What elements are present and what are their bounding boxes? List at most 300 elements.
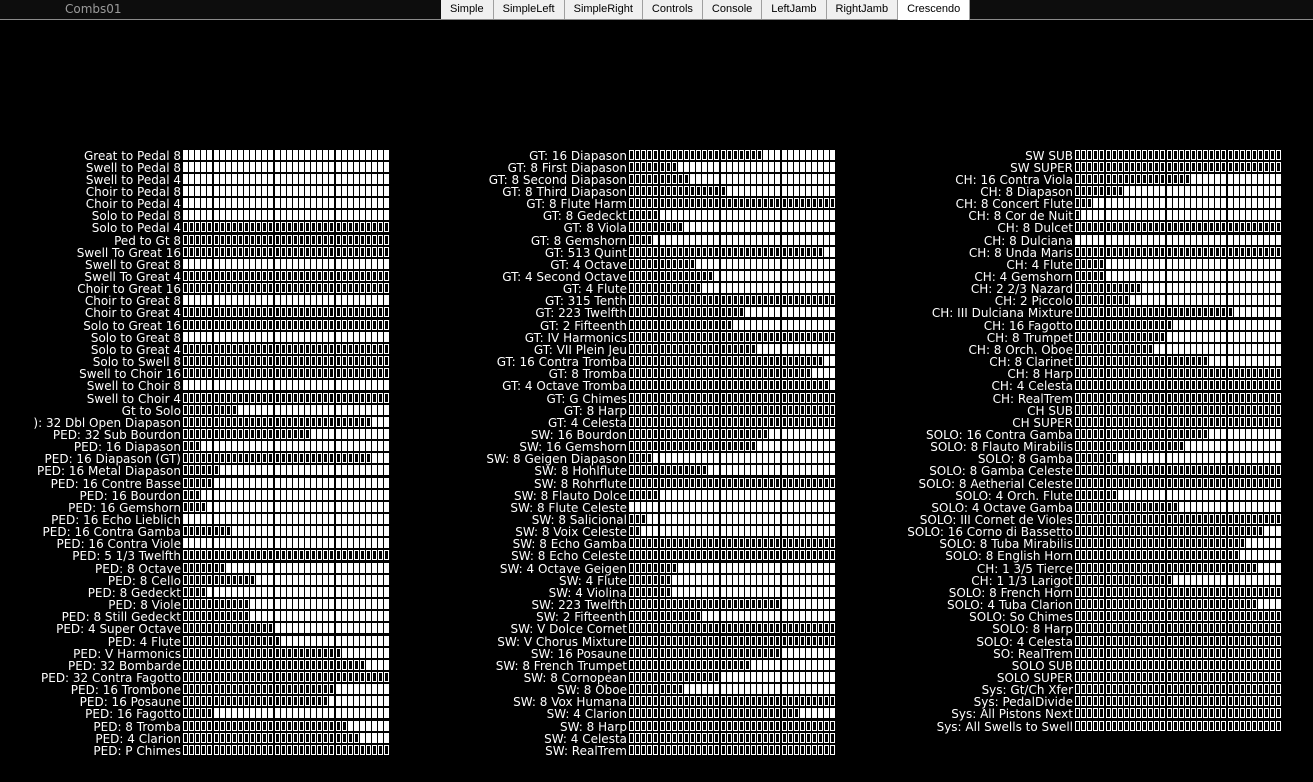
crescendo-cell[interactable] [721,696,726,706]
crescendo-cell[interactable] [818,259,823,269]
crescendo-cell[interactable] [702,307,707,317]
crescendo-cell[interactable] [354,502,359,512]
crescendo-cell[interactable] [830,648,835,658]
crescendo-cell[interactable] [1154,478,1159,488]
crescendo-cell[interactable] [1209,356,1214,366]
crescendo-cell[interactable] [214,465,219,475]
crescendo-cell[interactable] [348,429,353,439]
crescendo-cell[interactable] [220,295,225,305]
crescendo-cell[interactable] [214,174,219,184]
crescendo-cell[interactable] [238,332,243,342]
crescendo-cell[interactable] [1191,599,1196,609]
crescendo-cell[interactable] [1276,320,1281,330]
crescendo-cell[interactable] [696,283,701,293]
crescendo-cell[interactable] [672,295,677,305]
crescendo-cell[interactable] [1106,393,1111,403]
crescendo-cell[interactable] [189,235,194,245]
crescendo-cell[interactable] [629,344,634,354]
crescendo-cell[interactable] [348,538,353,548]
crescendo-cell[interactable] [1209,186,1214,196]
crescendo-cell[interactable] [1191,332,1196,342]
crescendo-cell[interactable] [354,320,359,330]
crescendo-cell[interactable] [299,684,304,694]
crescendo-cell[interactable] [293,150,298,160]
crescendo-cell[interactable] [757,235,762,245]
crescendo-cell[interactable] [684,393,689,403]
crescendo-cell[interactable] [1276,465,1281,475]
crescendo-cell[interactable] [1191,271,1196,281]
crescendo-cell[interactable] [1276,575,1281,585]
crescendo-cell[interactable] [800,575,805,585]
crescendo-cell[interactable] [342,429,347,439]
crescendo-cell[interactable] [250,514,255,524]
crescendo-cell[interactable] [1160,235,1165,245]
crescendo-cell[interactable] [214,550,219,560]
crescendo-cell[interactable] [806,636,811,646]
crescendo-cell[interactable] [714,247,719,257]
crescendo-cell[interactable] [1136,623,1141,633]
crescendo-cell[interactable] [714,222,719,232]
crescendo-cell[interactable] [1130,526,1135,536]
crescendo-cell[interactable] [1081,587,1086,597]
crescendo-cell[interactable] [207,636,212,646]
crescendo-cell[interactable] [1167,210,1172,220]
crescendo-cell[interactable] [275,636,280,646]
crescendo-cell[interactable] [360,490,365,500]
crescendo-cell[interactable] [696,575,701,585]
crescendo-cell[interactable] [189,259,194,269]
crescendo-cell[interactable] [1112,429,1117,439]
crescendo-cell[interactable] [702,186,707,196]
crescendo-cell[interactable] [1106,441,1111,451]
crescendo-cell[interactable] [1215,417,1220,427]
crescendo-cell[interactable] [788,563,793,573]
crescendo-cell[interactable] [348,696,353,706]
crescendo-cell[interactable] [256,648,261,658]
crescendo-cell[interactable] [629,368,634,378]
crescendo-cell[interactable] [1154,611,1159,621]
crescendo-cell[interactable] [189,295,194,305]
crescendo-cell[interactable] [830,490,835,500]
crescendo-cell[interactable] [1106,235,1111,245]
crescendo-cell[interactable] [354,465,359,475]
crescendo-cell[interactable] [635,587,640,597]
crescendo-cell[interactable] [1148,514,1153,524]
crescendo-cell[interactable] [195,162,200,172]
crescendo-cell[interactable] [1258,283,1263,293]
crescendo-cell[interactable] [1106,198,1111,208]
crescendo-cell[interactable] [684,198,689,208]
crescendo-cell[interactable] [684,745,689,755]
crescendo-cell[interactable] [1124,490,1129,500]
crescendo-cell[interactable] [751,307,756,317]
crescendo-cell[interactable] [641,563,646,573]
crescendo-cell[interactable] [708,502,713,512]
crescendo-cell[interactable] [305,490,310,500]
crescendo-cell[interactable] [262,575,267,585]
crescendo-cell[interactable] [1179,356,1184,366]
crescendo-cell[interactable] [702,599,707,609]
crescendo-cell[interactable] [757,563,762,573]
crescendo-cell[interactable] [1099,198,1104,208]
crescendo-cell[interactable] [299,587,304,597]
crescendo-cell[interactable] [745,283,750,293]
crescendo-cell[interactable] [189,672,194,682]
crescendo-cell[interactable] [287,587,292,597]
crescendo-cell[interactable] [782,307,787,317]
crescendo-cell[interactable] [672,393,677,403]
crescendo-cell[interactable] [1179,307,1184,317]
crescendo-cell[interactable] [1118,429,1123,439]
crescendo-cell[interactable] [244,283,249,293]
crescendo-cell[interactable] [666,721,671,731]
crescendo-cell[interactable] [1197,332,1202,342]
crescendo-cell[interactable] [696,636,701,646]
crescendo-cell[interactable] [1209,453,1214,463]
crescendo-cell[interactable] [684,320,689,330]
crescendo-cell[interactable] [329,332,334,342]
crescendo-cell[interactable] [763,295,768,305]
crescendo-cell[interactable] [207,441,212,451]
crescendo-cell[interactable] [1215,283,1220,293]
crescendo-cell[interactable] [207,174,212,184]
crescendo-cell[interactable] [800,295,805,305]
crescendo-cell[interactable] [714,599,719,609]
crescendo-cell[interactable] [678,502,683,512]
crescendo-cell[interactable] [702,283,707,293]
crescendo-cell[interactable] [769,417,774,427]
crescendo-cell[interactable] [763,283,768,293]
crescendo-cell[interactable] [220,708,225,718]
crescendo-cell[interactable] [378,210,383,220]
crescendo-cell[interactable] [1264,648,1269,658]
crescendo-cell[interactable] [672,332,677,342]
crescendo-cell[interactable] [1276,210,1281,220]
crescendo-cell[interactable] [207,356,212,366]
crescendo-cell[interactable] [653,745,658,755]
crescendo-cell[interactable] [830,405,835,415]
crescendo-cell[interactable] [1130,344,1135,354]
crescendo-cell[interactable] [1087,162,1092,172]
crescendo-cell[interactable] [1118,660,1123,670]
crescendo-cell[interactable] [226,696,231,706]
crescendo-cell[interactable] [653,283,658,293]
crescendo-cell[interactable] [275,708,280,718]
crescendo-cell[interactable] [287,441,292,451]
crescendo-cell[interactable] [1093,636,1098,646]
crescendo-cell[interactable] [647,368,652,378]
crescendo-cell[interactable] [1167,320,1172,330]
crescendo-cell[interactable] [1197,417,1202,427]
crescendo-cell[interactable] [366,295,371,305]
crescendo-cell[interactable] [733,417,738,427]
crescendo-cell[interactable] [745,745,750,755]
crescendo-cell[interactable] [684,186,689,196]
crescendo-cell[interactable] [721,368,726,378]
crescendo-cell[interactable] [1221,550,1226,560]
crescendo-cell[interactable] [1221,235,1226,245]
crescendo-cell[interactable] [690,271,695,281]
crescendo-cell[interactable] [1118,162,1123,172]
crescendo-cell[interactable] [1185,295,1190,305]
crescendo-cell[interactable] [207,648,212,658]
crescendo-cell[interactable] [378,538,383,548]
crescendo-cell[interactable] [641,320,646,330]
crescendo-cell[interactable] [232,186,237,196]
crescendo-cell[interactable] [1112,283,1117,293]
crescendo-cell[interactable] [660,198,665,208]
crescendo-cell[interactable] [1221,563,1226,573]
crescendo-cell[interactable] [293,514,298,524]
crescendo-cell[interactable] [329,648,334,658]
crescendo-cell[interactable] [745,575,750,585]
crescendo-cell[interactable] [232,660,237,670]
crescendo-cell[interactable] [763,599,768,609]
crescendo-cell[interactable] [1160,538,1165,548]
crescendo-cell[interactable] [769,247,774,257]
crescendo-cell[interactable] [183,429,188,439]
crescendo-cell[interactable] [232,514,237,524]
crescendo-cell[interactable] [830,526,835,536]
crescendo-cell[interactable] [1228,441,1233,451]
crescendo-cell[interactable] [372,380,377,390]
crescendo-cell[interactable] [207,235,212,245]
crescendo-cell[interactable] [678,611,683,621]
crescendo-cell[interactable] [1215,307,1220,317]
crescendo-cell[interactable] [1087,210,1092,220]
crescendo-cell[interactable] [812,247,817,257]
crescendo-cell[interactable] [727,599,732,609]
crescendo-cell[interactable] [775,672,780,682]
crescendo-cell[interactable] [268,490,273,500]
crescendo-cell[interactable] [1087,550,1092,560]
crescendo-cell[interactable] [268,186,273,196]
crescendo-cell[interactable] [348,733,353,743]
crescendo-cell[interactable] [268,660,273,670]
crescendo-cell[interactable] [714,526,719,536]
crescendo-cell[interactable] [1106,623,1111,633]
crescendo-cell[interactable] [708,684,713,694]
crescendo-cell[interactable] [1270,587,1275,597]
crescendo-cell[interactable] [721,150,726,160]
crescendo-cell[interactable] [1093,307,1098,317]
crescendo-cell[interactable] [1081,162,1086,172]
crescendo-cell[interactable] [1130,648,1135,658]
crescendo-cell[interactable] [1221,198,1226,208]
crescendo-cell[interactable] [256,307,261,317]
crescendo-cell[interactable] [763,259,768,269]
crescendo-cell[interactable] [354,210,359,220]
crescendo-cell[interactable] [262,526,267,536]
crescendo-cell[interactable] [1118,295,1123,305]
crescendo-cell[interactable] [641,283,646,293]
crescendo-cell[interactable] [354,611,359,621]
crescendo-cell[interactable] [830,198,835,208]
tab-simpleright[interactable]: SimpleRight [565,0,643,19]
crescendo-cell[interactable] [794,478,799,488]
crescendo-cell[interactable] [238,550,243,560]
crescendo-cell[interactable] [1228,380,1233,390]
crescendo-cell[interactable] [800,344,805,354]
crescendo-cell[interactable] [195,344,200,354]
crescendo-cell[interactable] [1173,356,1178,366]
crescendo-cell[interactable] [1124,660,1129,670]
crescendo-cell[interactable] [1148,611,1153,621]
crescendo-cell[interactable] [1246,575,1251,585]
crescendo-cell[interactable] [1124,393,1129,403]
crescendo-cell[interactable] [1215,599,1220,609]
crescendo-cell[interactable] [372,368,377,378]
crescendo-cell[interactable] [372,198,377,208]
crescendo-cell[interactable] [757,575,762,585]
crescendo-cell[interactable] [195,708,200,718]
crescendo-cell[interactable] [1167,344,1172,354]
crescendo-cell[interactable] [696,465,701,475]
crescendo-cell[interactable] [275,660,280,670]
crescendo-cell[interactable] [727,356,732,366]
crescendo-cell[interactable] [384,611,389,621]
crescendo-cell[interactable] [195,696,200,706]
crescendo-cell[interactable] [293,623,298,633]
crescendo-cell[interactable] [1087,563,1092,573]
crescendo-cell[interactable] [1136,320,1141,330]
crescendo-cell[interactable] [262,660,267,670]
crescendo-cell[interactable] [250,696,255,706]
crescendo-cell[interactable] [384,429,389,439]
crescendo-cell[interactable] [1276,235,1281,245]
crescendo-cell[interactable] [1246,599,1251,609]
crescendo-cell[interactable] [769,514,774,524]
crescendo-cell[interactable] [1240,429,1245,439]
crescendo-cell[interactable] [305,611,310,621]
crescendo-cell[interactable] [299,417,304,427]
crescendo-cell[interactable] [232,259,237,269]
crescendo-cell[interactable] [763,222,768,232]
crescendo-cell[interactable] [696,490,701,500]
crescendo-cell[interactable] [678,259,683,269]
crescendo-cell[interactable] [678,721,683,731]
crescendo-cell[interactable] [226,526,231,536]
crescendo-cell[interactable] [250,599,255,609]
crescendo-cell[interactable] [1221,320,1226,330]
crescendo-cell[interactable] [824,648,829,658]
crescendo-cell[interactable] [256,198,261,208]
crescendo-cell[interactable] [763,429,768,439]
crescendo-cell[interactable] [1093,380,1098,390]
crescendo-cell[interactable] [1075,514,1080,524]
crescendo-cell[interactable] [311,198,316,208]
crescendo-cell[interactable] [220,611,225,621]
crescendo-cell[interactable] [342,320,347,330]
crescendo-cell[interactable] [384,405,389,415]
crescendo-cell[interactable] [629,648,634,658]
crescendo-cell[interactable] [378,259,383,269]
crescendo-cell[interactable] [348,320,353,330]
crescendo-cell[interactable] [336,745,341,755]
crescendo-cell[interactable] [220,222,225,232]
crescendo-cell[interactable] [250,611,255,621]
crescendo-cell[interactable] [775,283,780,293]
crescendo-cell[interactable] [214,429,219,439]
crescendo-cell[interactable] [360,271,365,281]
crescendo-cell[interactable] [1264,295,1269,305]
crescendo-cell[interactable] [684,575,689,585]
crescendo-cell[interactable] [256,380,261,390]
crescendo-cell[interactable] [1160,587,1165,597]
crescendo-cell[interactable] [384,441,389,451]
crescendo-cell[interactable] [1160,648,1165,658]
crescendo-cell[interactable] [232,502,237,512]
crescendo-cell[interactable] [1258,393,1263,403]
crescendo-cell[interactable] [751,247,756,257]
crescendo-cell[interactable] [1099,648,1104,658]
crescendo-cell[interactable] [226,247,231,257]
crescendo-cell[interactable] [372,478,377,488]
crescendo-cell[interactable] [678,708,683,718]
crescendo-cell[interactable] [1228,150,1233,160]
crescendo-cell[interactable] [653,307,658,317]
crescendo-cell[interactable] [666,198,671,208]
crescendo-cell[interactable] [1075,198,1080,208]
crescendo-cell[interactable] [1130,393,1135,403]
crescendo-cell[interactable] [830,708,835,718]
crescendo-cell[interactable] [275,271,280,281]
crescendo-cell[interactable] [1270,648,1275,658]
crescendo-cell[interactable] [275,150,280,160]
crescendo-cell[interactable] [684,235,689,245]
crescendo-cell[interactable] [299,235,304,245]
crescendo-cell[interactable] [244,307,249,317]
crescendo-cell[interactable] [348,380,353,390]
crescendo-cell[interactable] [287,332,292,342]
crescendo-cell[interactable] [794,490,799,500]
crescendo-cell[interactable] [1087,441,1092,451]
crescendo-cell[interactable] [1148,393,1153,403]
crescendo-cell[interactable] [336,368,341,378]
crescendo-cell[interactable] [348,441,353,451]
crescendo-cell[interactable] [1167,332,1172,342]
crescendo-cell[interactable] [775,222,780,232]
crescendo-cell[interactable] [360,575,365,585]
crescendo-cell[interactable] [1130,660,1135,670]
crescendo-cell[interactable] [800,150,805,160]
crescendo-cell[interactable] [262,259,267,269]
crescendo-cell[interactable] [189,563,194,573]
crescendo-cell[interactable] [1197,623,1202,633]
crescendo-cell[interactable] [189,465,194,475]
crescendo-cell[interactable] [647,320,652,330]
crescendo-cell[interactable] [1136,186,1141,196]
crescendo-cell[interactable] [244,611,249,621]
crescendo-cell[interactable] [256,526,261,536]
crescendo-cell[interactable] [287,514,292,524]
crescendo-cell[interactable] [1148,465,1153,475]
crescendo-cell[interactable] [1252,599,1257,609]
crescendo-cell[interactable] [684,526,689,536]
crescendo-cell[interactable] [769,490,774,500]
crescendo-cell[interactable] [629,514,634,524]
crescendo-cell[interactable] [1185,356,1190,366]
crescendo-cell[interactable] [653,295,658,305]
crescendo-cell[interactable] [384,453,389,463]
crescendo-cell[interactable] [653,696,658,706]
crescendo-cell[interactable] [1252,247,1257,257]
crescendo-cell[interactable] [714,502,719,512]
crescendo-cell[interactable] [672,344,677,354]
crescendo-cell[interactable] [293,636,298,646]
crescendo-cell[interactable] [214,344,219,354]
crescendo-cell[interactable] [1270,368,1275,378]
